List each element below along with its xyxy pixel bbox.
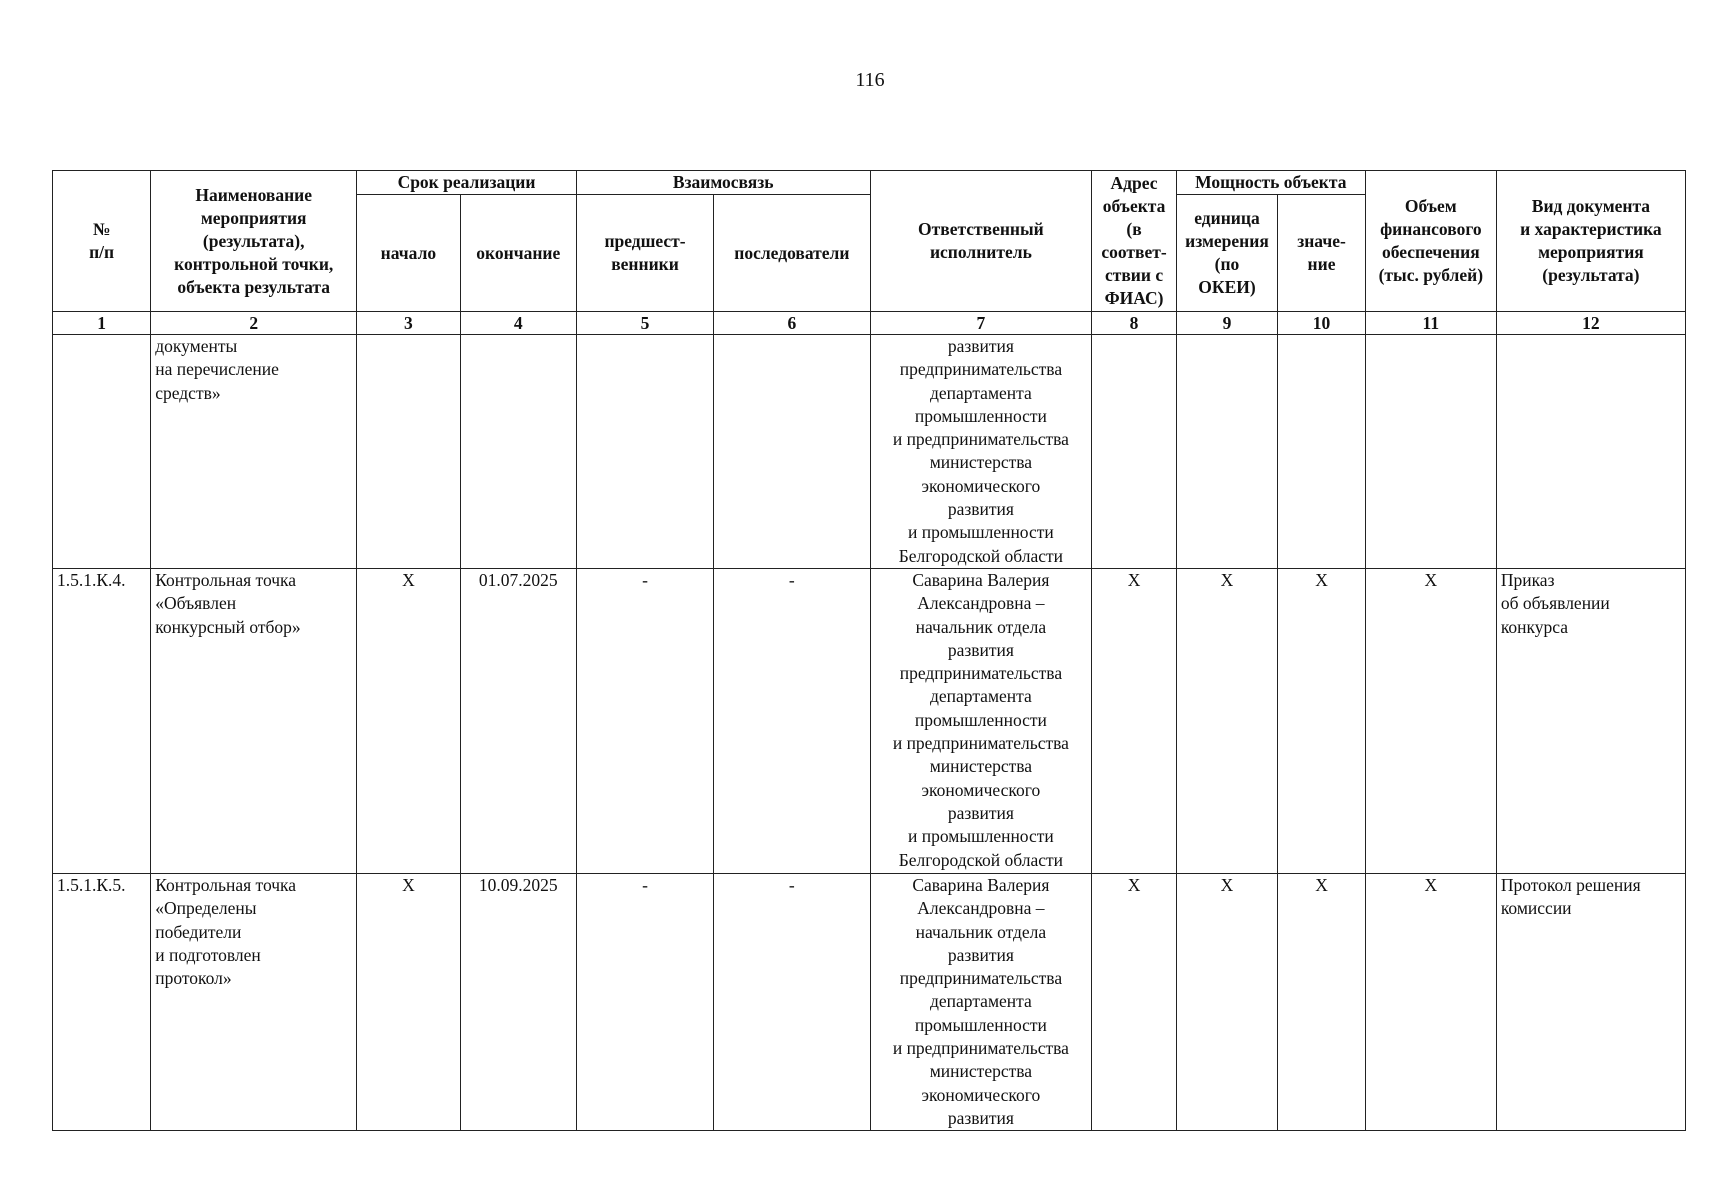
text-line: промышленности [914,405,1047,426]
text-line: предпринимательства [899,663,1063,684]
row-address [1092,335,1176,569]
text-line: исполнитель [929,242,1032,262]
header-col-finance [1365,171,1496,312]
row-document [1496,335,1685,569]
table-row [53,874,1686,1131]
row-end: 10.09.2025 [460,874,576,1131]
row-finance: X [1365,569,1496,874]
row-predecessors: - [576,569,713,874]
header-col-executor [870,171,1092,312]
row-number: 1.5.1.К.5. [53,874,151,1131]
text-line: единица [1194,208,1260,228]
table-row [53,569,1686,874]
row-value: X [1278,874,1366,1131]
text-line: и подготовлен [155,944,261,965]
column-number: 3 [357,312,461,335]
text-line: мероприятия [1538,242,1644,262]
text-line: значе- [1297,231,1346,251]
text-line: ФИАС) [1104,288,1164,308]
row-executor [870,335,1092,569]
text-line: предпринимательства [899,359,1063,380]
page-number: 116 [855,69,885,91]
text-line: Саварина Валерия [912,570,1050,590]
row-value [1278,335,1366,569]
row-address: X [1092,874,1176,1131]
text-line: «Определены [155,898,257,919]
text-line: Протокол решения [1500,875,1641,895]
text-line: документы [155,336,238,356]
column-number: 4 [460,312,576,335]
text-line: ствии с [1104,265,1164,285]
header-group-vzaimosvyaz: Взаимосвязь [576,171,870,195]
table-body [53,335,1686,1131]
row-start [357,335,461,569]
row-unit: X [1176,569,1277,874]
text-line: министерства [929,1061,1033,1082]
column-number: 6 [714,312,870,335]
row-finance [1365,335,1496,569]
text-line: (тыс. рублей) [1378,265,1484,285]
row-finance: X [1365,874,1496,1131]
text-line: Вид документа [1531,196,1651,216]
text-line: Саварина Валерия [912,875,1050,895]
text-line: и характеристика [1520,219,1662,239]
text-line: министерства [929,756,1033,777]
text-line: Александровна – [917,898,1045,919]
row-name [151,569,357,874]
text-line: развития [947,499,1014,520]
text-line: департамента [930,991,1032,1012]
row-executor [870,569,1092,874]
column-number: 5 [576,312,713,335]
text-line: объекта [1102,196,1166,216]
text-line: протокол» [155,968,232,989]
column-number: 9 [1176,312,1277,335]
text-line: начальник отдела [915,921,1047,942]
row-successors: - [714,874,870,1131]
header-col-address [1092,171,1176,312]
text-line: и предпринимательства [892,429,1069,450]
text-line: министерства [929,452,1033,473]
row-end: 01.07.2025 [460,569,576,874]
text-line: конкурсный отбор» [155,616,301,637]
text-line: (по [1214,254,1240,274]
implementation-plan-table [52,170,1686,1131]
text-line: экономического [921,475,1041,496]
text-line: развития [947,944,1014,965]
text-line: развития [947,639,1014,660]
column-number: 10 [1278,312,1366,335]
text-line: Ответственный [918,219,1044,239]
row-address: X [1092,569,1176,874]
text-line: ОКЕИ) [1198,277,1256,297]
text-line: на перечисление [155,359,279,380]
row-successors: - [714,569,870,874]
row-end [460,335,576,569]
text-line: развития [947,336,1014,356]
column-number: 1 [53,312,151,335]
text-line: предпринимательства [899,968,1063,989]
text-line: Адрес [1110,173,1158,193]
row-unit: X [1176,874,1277,1131]
header-col-document [1496,171,1685,312]
text-line: Белгородской области [898,545,1064,566]
text-line: развития [947,802,1014,823]
text-line: (результата) [1542,265,1640,285]
header-col-start: начало [357,195,461,312]
row-number: 1.5.1.К.4. [53,569,151,874]
text-line: предшест- [604,231,686,251]
text-line: «Объявлен [155,593,237,614]
text-line: промышленности [914,1014,1047,1035]
text-line: экономического [921,779,1041,800]
row-start: X [357,874,461,1131]
text-line: победители [155,921,242,942]
text-line: и предпринимательства [892,733,1069,754]
text-line: и предпринимательства [892,1038,1069,1059]
row-successors [714,335,870,569]
column-number: 8 [1092,312,1176,335]
text-line: соответ- [1101,242,1167,262]
column-number: 7 [870,312,1092,335]
text-line: Белгородской области [898,849,1064,870]
row-name [151,335,357,569]
text-line: промышленности [914,709,1047,730]
text-line: финансового [1380,219,1482,239]
text-line: развития [947,1107,1014,1128]
text-line: (результата), [202,230,305,251]
header-col-end: окончание [460,195,576,312]
text-line: Александровна – [917,593,1045,614]
text-line: начальник отдела [915,616,1047,637]
text-line: измерения [1185,231,1269,251]
row-predecessors: - [576,874,713,1131]
text-line: и промышленности [908,522,1054,543]
text-line: Наименование [195,184,313,205]
text-line: ние [1307,254,1336,274]
text-line: контрольной точки, [174,253,334,274]
header-col-unit [1176,195,1277,312]
text-line: венники [611,254,679,274]
text-line: Контрольная точка [155,570,297,590]
header-col-predecessors [576,195,713,312]
row-number [53,335,151,569]
text-line: средств» [155,382,221,403]
text-line: п/п [89,242,115,262]
header-col-number [53,171,151,312]
row-start: X [357,569,461,874]
header-col-name [151,171,357,312]
text-line: экономического [921,1084,1041,1105]
text-line: конкурса [1500,616,1569,637]
text-line: объекта результата [177,276,330,297]
column-number: 12 [1496,312,1685,335]
text-line: Контрольная точка [155,875,297,895]
text-line: комиссии [1500,898,1572,919]
text-line: обеспечения [1381,242,1480,262]
column-number: 2 [151,312,357,335]
column-number: 11 [1365,312,1496,335]
header-group-moshchnost: Мощность объекта [1176,171,1365,195]
header-col-value [1278,195,1366,312]
row-unit [1176,335,1277,569]
header-column-numbers [53,312,1686,335]
text-line: департамента [930,382,1032,403]
row-value: X [1278,569,1366,874]
text-line: департамента [930,686,1032,707]
text-line: Объем [1404,196,1457,216]
table-row [53,335,1686,569]
text-line: об объявлении [1500,593,1610,614]
row-executor [870,874,1092,1131]
row-document [1496,569,1685,874]
text-line: мероприятия [200,207,307,228]
row-document [1496,874,1685,1131]
text-line: (в [1126,219,1142,239]
row-name [151,874,357,1131]
text-line: и промышленности [908,826,1054,847]
header-col-successors: последователи [714,195,870,312]
text-line: Приказ [1500,570,1555,590]
header-group-srok: Срок реализации [357,171,577,195]
row-predecessors [576,335,713,569]
text-line: № [92,219,111,239]
